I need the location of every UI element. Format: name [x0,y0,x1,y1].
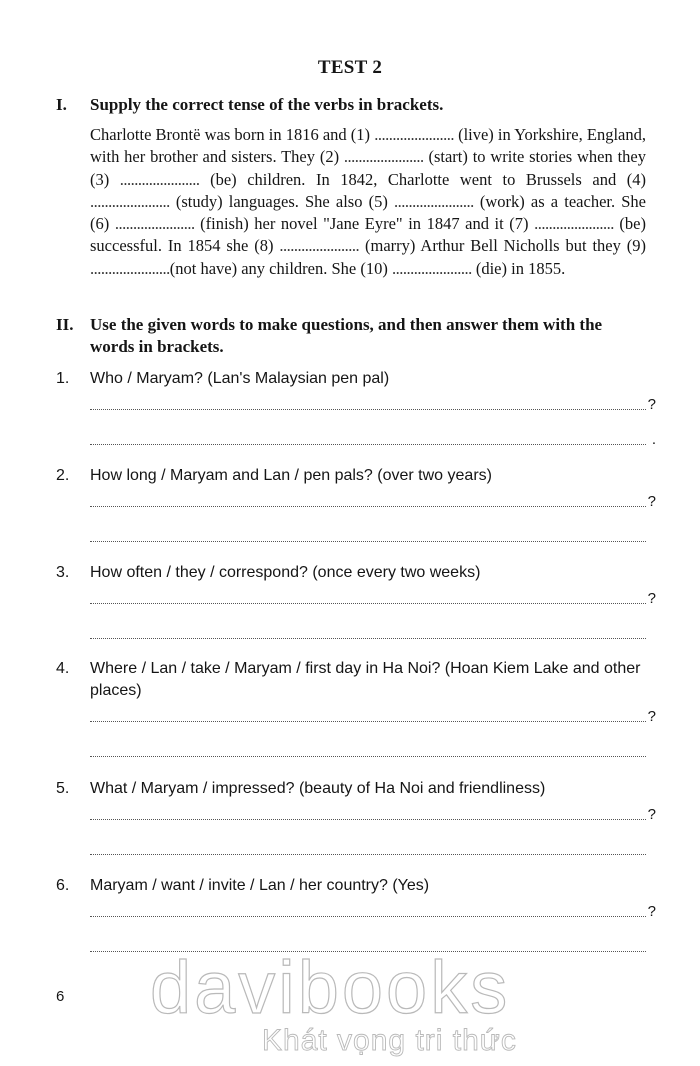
passage-text: (study) languages. She also (5) [169,191,394,211]
cloze-passage [90,124,646,280]
question-number: 1. [56,370,70,387]
question-prompt: Who / Maryam? (Lan's Malaysian pen pal) [90,370,390,387]
question-mark: ? [647,590,656,607]
question-answer-line[interactable] [90,393,656,413]
question-mark: ? [647,708,656,725]
question-prompt: How long / Maryam and Lan / pen pals? (over two years) [90,467,492,484]
page-title: TEST 2 [317,57,383,78]
watermark-slogan: Khát vọng tri thức [262,1024,517,1057]
question-number: 4. [56,660,70,677]
section-2-number: II. [56,315,74,334]
passage-text: Charlotte Brontë was born in 1816 and (1) [90,125,375,144]
answer-line[interactable] [90,428,656,448]
answer-line[interactable] [90,838,646,855]
question-answer-line[interactable] [90,705,656,725]
page-number: 6 [56,988,65,1005]
question-answer-line[interactable] [90,490,656,510]
section-2-instruction: Use the given words to make questions, and then answer them with the words in brackets. [90,315,603,356]
blank-6[interactable]: ...................... [114,214,195,234]
section-2-heading [56,314,646,358]
section-1-number: I. [56,95,67,114]
question-number: 3. [56,564,70,581]
question-answer-line[interactable] [90,803,656,823]
watermark-logo: davibooks [150,946,511,1029]
question-answer-line[interactable] [90,587,656,607]
question-answer-line[interactable] [90,900,656,920]
blank-7[interactable]: ...................... [534,214,614,234]
question-prompt: How often / they / correspond? (once every two weeks) [90,564,481,581]
question-mark: ? [647,806,656,823]
question-number: 6. [56,877,70,894]
passage-text: (marry) Arthur Bell Nicholls but they (9) [359,236,646,256]
passage-text: (be) children. In 1842, Charlotte went to Brussels and (4) [199,169,646,189]
passage-text: (live) in Yorkshire, England, with her brother and sisters. They (2) [90,125,646,167]
blank-9[interactable]: ...................... [90,258,170,278]
question-4 [56,658,656,757]
blank-5[interactable]: ...................... [394,191,474,211]
passage-text: (die) in 1855. [471,258,566,278]
question-3 [56,562,656,639]
question-mark: ? [647,493,656,510]
blank-10[interactable]: ...................... [391,258,472,278]
blank-4[interactable]: ...................... [90,191,170,211]
question-prompt: What / Maryam / impressed? (beauty of Ha Noi and friendliness) [90,780,546,797]
passage-text: (be) successful. In 1854 she (8) [90,214,646,256]
passage-text: (not have) any children. She (10) [169,258,392,278]
question-prompt: Where / Lan / take / Maryam / first day in Ha Noi? (Hoan Kiem Lake and other places) [90,660,641,699]
question-mark: ? [647,396,656,413]
passage-text: (work) as a teacher. She (6) [90,191,646,234]
question-prompt: Maryam / want / invite / Lan / her country? (Yes) [90,877,430,894]
blank-1[interactable]: ...................... [374,125,454,144]
answer-line[interactable] [90,525,646,542]
question-number: 5. [56,780,70,797]
blank-3[interactable]: ...................... [119,169,200,189]
blank-2[interactable]: ...................... [343,147,424,167]
blank-8[interactable]: ...................... [279,236,360,256]
passage-text: (start) to write stories when they (3) [90,147,646,189]
question-5 [56,778,656,855]
section-1-heading [56,94,646,116]
answer-line[interactable] [90,622,646,639]
full-stop: . [651,431,656,448]
question-6 [56,875,656,952]
question-2 [56,465,656,542]
section-1-instruction: Supply the correct tense of the verbs in brackets. [90,95,444,114]
question-number: 2. [56,467,70,484]
answer-line[interactable] [90,740,646,757]
question-mark: ? [647,903,656,920]
passage-text: (finish) her novel "Jane Eyre" in 1847 and it (7) [194,214,535,234]
question-1 [56,368,656,448]
